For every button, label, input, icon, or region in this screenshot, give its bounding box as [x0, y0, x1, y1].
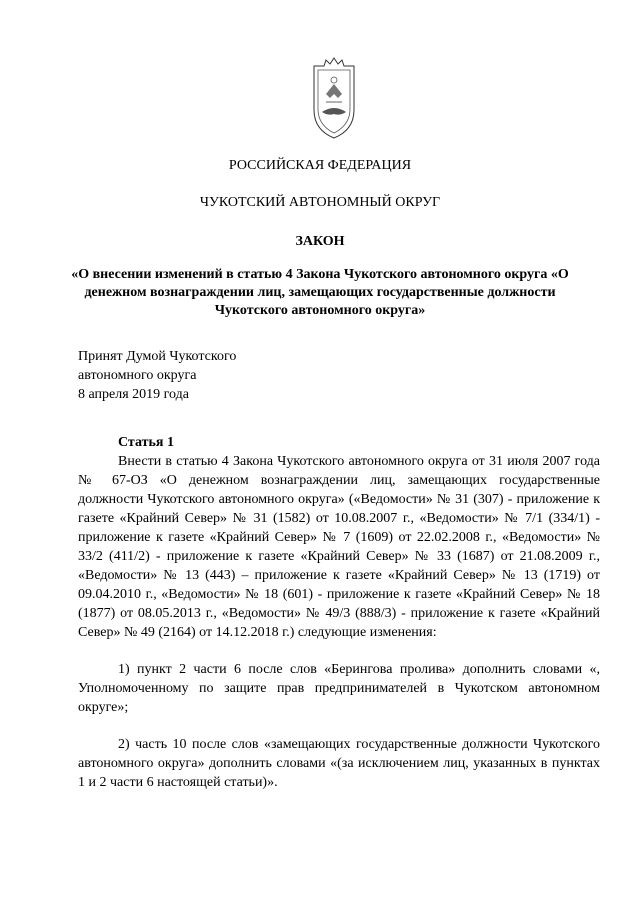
article-heading: Статья 1 — [118, 435, 174, 450]
article-body — [78, 433, 600, 792]
region-name: ЧУКОТСКИЙ АВТОНОМНЫЙ ОКРУГ — [199, 195, 441, 210]
adoption-line-1: Принят Думой Чукотского — [78, 349, 237, 364]
article-item-2: 2) часть 10 после слов «замещающих государственные должности Чукотского автономного округа» дополнить словами «(за исключением лиц, указанных в пунктах 1 и 2 части 6 настоящей статьи)». — [78, 737, 600, 790]
country-name: РОССИЙСКАЯ ФЕДЕРАЦИЯ — [228, 158, 412, 173]
law-title: «О внесении изменений в статью 4 Закона Чукотского автономного округа «О денежном вознаграждении лиц, замещающих государственные должности Чукотского автономного округа» — [71, 267, 569, 318]
document-type: ЗАКОН — [295, 234, 345, 249]
article-item-1: 1) пункт 2 части 6 после слов «Берингова пролива» дополнить словами «, Уполномоченному по защите прав предпринимателей в Чукотском автономном округе»; — [78, 662, 600, 715]
adoption-block — [78, 347, 378, 404]
article-intro: Внести в статью 4 Закона Чукотского автономного округа от 31 июля 2007 года № 67-ОЗ «О денежном вознаграждении лиц, замещающих государственные должности Чукотского автономного округа» («Ведомости» № 31 (307) - приложение к газете «Крайний Север» № 31 (1582) от 10.08.2007 г., «Ведомости» № 7/1 (334/1) - приложение к газете «Крайний Север» № 7 (1609) от 22.02.2008 г., «Ведомости» № 33/2 (411/2) - приложение к газете «Крайний Север» № 33 (1687) от 21.08.2009 г., «Ведомости» № 13 (443) – приложение к газете «Крайний Север» № 13 (1719) от 09.04.2010 г., «Ведомости» № 18 (601) - приложение к газете «Крайний Север» № 18 (1877) от 08.05.2013 г., «Ведомости» № 49/3 (888/3) - приложение к газете «Крайний Север» № 49 (2164) от 14.12.2018 г.) следующие изменения: — [78, 454, 600, 640]
adoption-line-2: автономного округа — [78, 368, 197, 383]
adoption-date: 8 апреля 2019 года — [78, 387, 189, 402]
coat-of-arms-icon — [296, 54, 372, 144]
